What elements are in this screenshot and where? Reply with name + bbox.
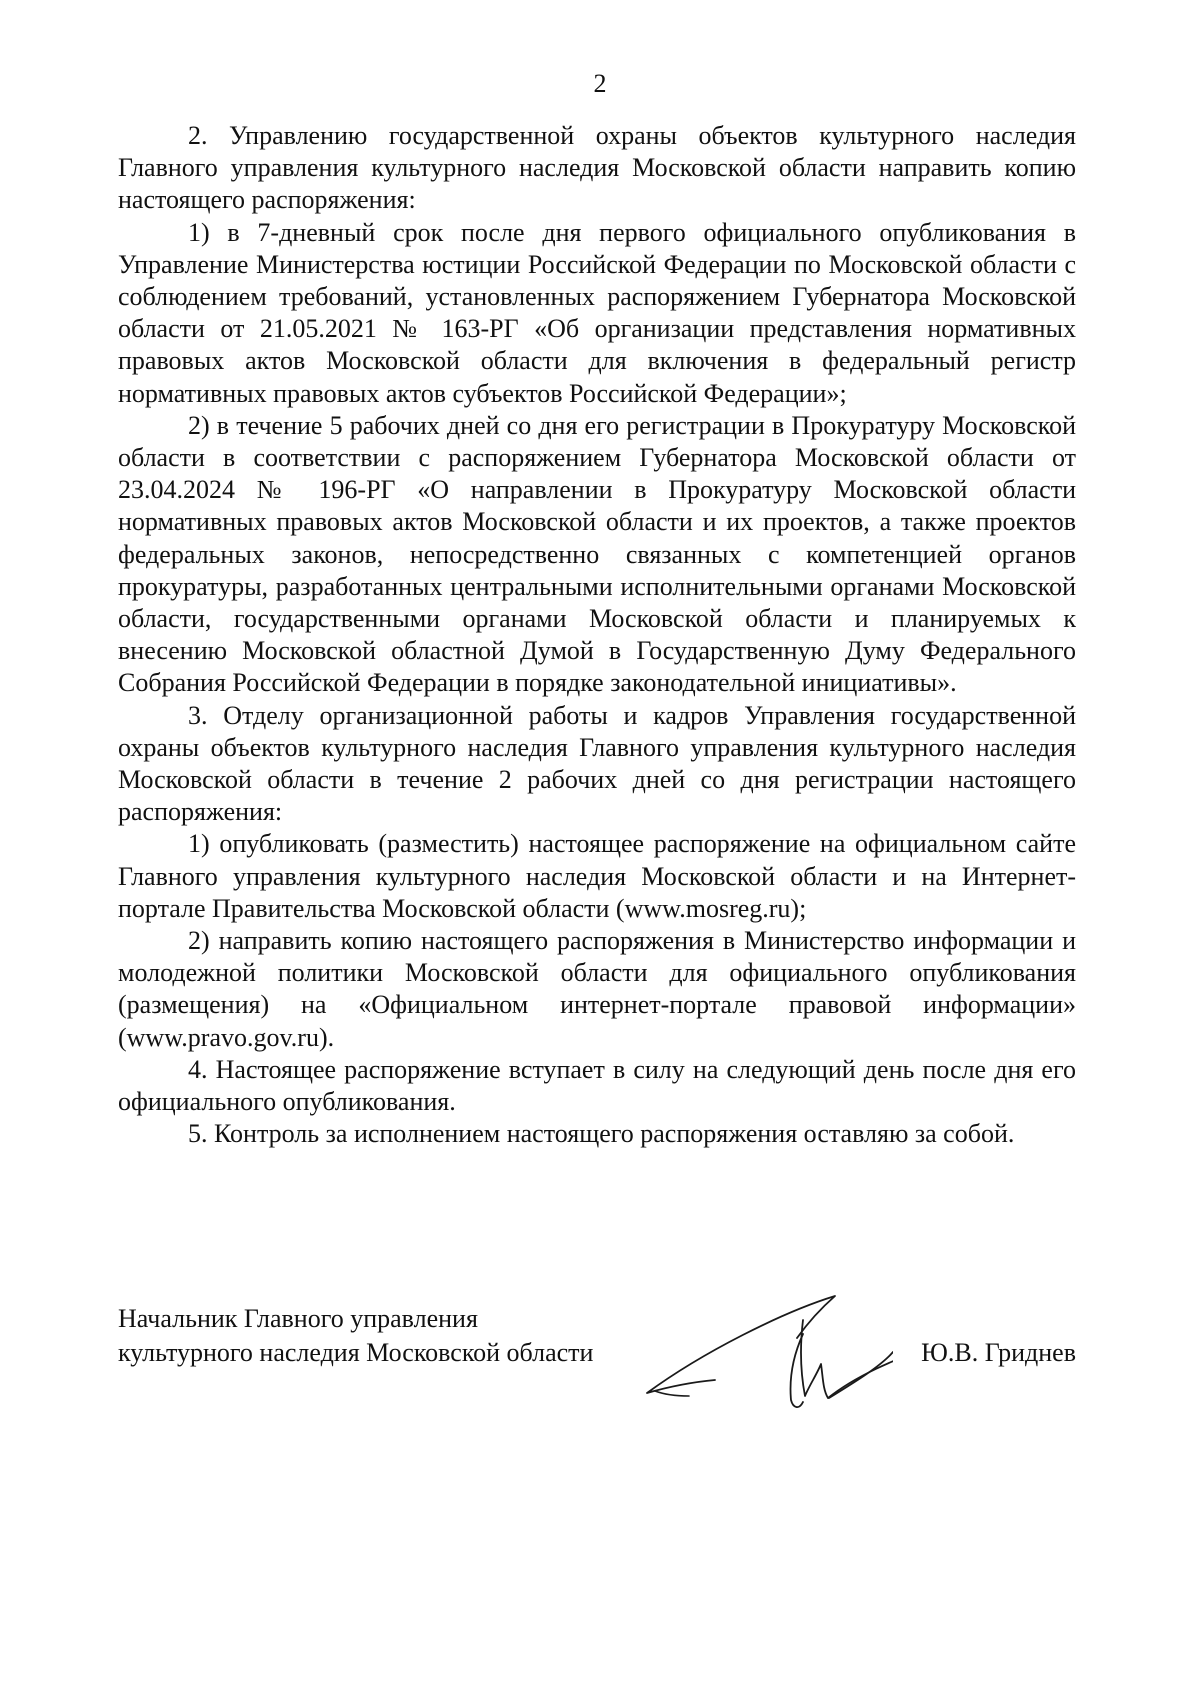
paragraph-2-item-2: 2) в течение 5 рабочих дней со дня его регистрации в Прокуратуру Московской области в соответствии с распоряжением Губернатора Московской области от 23.04.2024 № 196-РГ «О направлении в Прокуратуру Московской области нормативных правовых актов Московской области и их проектов, а также проектов федеральных законов, непосредственно связанных с компетенцией органов прокуратуры, разработанных центральными исполнительными органами Московской области, государственными органами Московской области и планируемых к внесению Московской областной Думой в Государственную Думу Федерального Собрания Российской Федерации в порядке законодательной инициативы». [118,410,1076,698]
handwritten-signature [593,1290,893,1420]
paragraph-4: 4. Настоящее распоряжение вступает в силу на следующий день после дня его официального опубликования. [118,1054,1076,1117]
signatory-title [118,1302,638,1370]
signatory-title-line-2: культурного наследия Московской области [118,1338,594,1367]
paragraph-3-item-2: 2) направить копию настоящего распоряжения в Министерство информации и молодежной политики Московской области для официального опубликования (размещения) на «Официальном интернет-портале правовой информации» (www.pravo.gov.ru). [118,926,1076,1052]
paragraph-3-item-1: 1) опубликовать (разместить) настоящее распоряжение на официальном сайте Главного управления культурного наследия Московской области и на Интернет-портале Правительства Московской области (www.mosreg.ru); [118,829,1076,923]
signature-block [118,1290,1076,1440]
paragraph-3: 3. Отделу организационной работы и кадров Управления государственной охраны объектов культурного наследия Главного управления культурного наследия Московской области в течение 2 рабочих дней со дня регистрации настоящего распоряжения: [118,700,1076,827]
document-body [118,120,1076,1151]
signatory-title-line-1: Начальник Главного управления [118,1304,478,1333]
paragraph-2-item-1: 1) в 7-дневный срок после дня первого официального опубликования в Управление Министерства юстиции Российской Федерации по Московской области с соблюдением требований, установленных распоряжением Губернатора Московской области от 21.05.2021 № 163-РГ «Об организации представления нормативных правовых актов Московской области для включения в федеральный регистр нормативных правовых актов субъектов Российской Федерации»; [118,217,1076,408]
page-number: 2 [593,69,607,98]
paragraph-5: 5. Контроль за исполнением настоящего распоряжения оставляю за собой. [188,1119,1015,1149]
signatory-name: Ю.В. Гриднев [921,1338,1076,1367]
paragraph-2: 2. Управлению государственной охраны объектов культурного наследия Главного управления культурного наследия Московской области направить копию настоящего распоряжения: [118,121,1076,215]
